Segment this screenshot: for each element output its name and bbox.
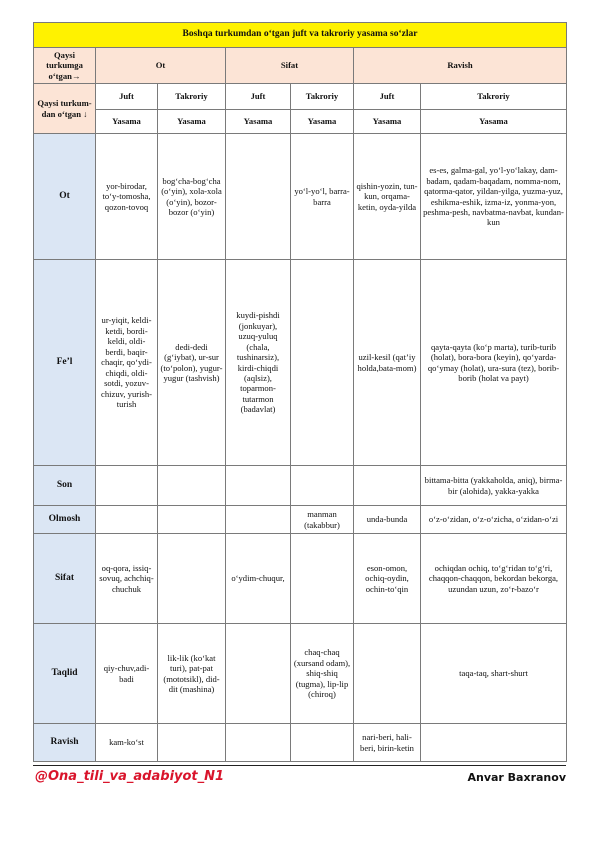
table-cell <box>226 624 291 724</box>
table-cell <box>291 466 354 506</box>
table-row <box>34 624 567 724</box>
row-label-son: Son <box>34 466 96 506</box>
group-header-ot: Ot <box>96 48 226 84</box>
table-cell: eson-omon, ochiq-oydin, ochin-to‘qin <box>354 534 421 624</box>
table-cell <box>291 260 354 466</box>
table-cell <box>226 466 291 506</box>
table-cell: es-es, galma-gal, yo‘l-yo‘lakay, dam-badam, qadam-baqadam, nomma-nom, qatorma-qator, yildan-yilga, yuzma-yuz, eshikma-eshik, izma-iz, yonma-yon, peshma-pesh, navbatma-navbat, kundan-kun <box>421 134 567 260</box>
type-header: Juft <box>96 84 158 110</box>
table-cell: kam-ko‘st <box>96 724 158 762</box>
table-cell: uzil-kesil (qat’iy holda,bata-mom) <box>354 260 421 466</box>
table-cell: lik-lik (ko‘kat turi), pat-pat (mototsikl), did-dit (mashina) <box>158 624 226 724</box>
row-label-olmosh: Olmosh <box>34 506 96 534</box>
table-cell: oq-qora, issiq-sovuq, achchiq-chuchuk <box>96 534 158 624</box>
yasama-header: Yasama <box>354 110 421 134</box>
table-row <box>34 466 567 506</box>
table-cell: o‘z-o‘zidan, o‘z-o‘zicha, o‘zidan-o‘zi <box>421 506 567 534</box>
type-header: Juft <box>354 84 421 110</box>
table-cell: o‘ydim-chuqur, <box>226 534 291 624</box>
type-header: Takroriy <box>158 84 226 110</box>
table-cell: taqa-taq, shart-shurt <box>421 624 567 724</box>
table-cell: yor-birodar, to‘y-tomosha, qozon-tovoq <box>96 134 158 260</box>
yasama-header: Yasama <box>291 110 354 134</box>
table-cell <box>158 466 226 506</box>
table-row <box>34 506 567 534</box>
row-label-sifat: Sifat <box>34 534 96 624</box>
table-cell: bog‘cha-bog‘cha (o‘yin), xola-xola (o‘yin), bozor-bozor (o‘yin) <box>158 134 226 260</box>
group-header-ravish: Ravish <box>354 48 567 84</box>
type-header: Juft <box>226 84 291 110</box>
footer-divider <box>33 765 566 766</box>
type-header: Takroriy <box>421 84 567 110</box>
table-cell: ur-yiqit, keldi-ketdi, bordi-keldi, oldi-berdi, baqir-chaqir, qo‘ydi-chiqdi, oldi-sotdi, yozuv-chizuv, yurish-turish <box>96 260 158 466</box>
yasama-header: Yasama <box>96 110 158 134</box>
table-cell <box>291 724 354 762</box>
yasama-header: Yasama <box>158 110 226 134</box>
table-title: Boshqa turkumdan o‘tgan juft va takroriy yasama so‘zlar <box>34 23 567 48</box>
table-cell <box>421 724 567 762</box>
word-table <box>33 22 567 762</box>
table-cell: chaq-chaq (xursand odam), shiq-shiq (tugma), lip-lip (chiroq) <box>291 624 354 724</box>
table-row <box>34 534 567 624</box>
table-cell <box>291 534 354 624</box>
page-footer <box>33 769 566 789</box>
table-cell <box>158 724 226 762</box>
table-cell: nari-beri, hali-beri, birin-ketin <box>354 724 421 762</box>
yasama-header: Yasama <box>421 110 567 134</box>
table-cell <box>158 506 226 534</box>
table-cell <box>226 134 291 260</box>
table-cell <box>96 506 158 534</box>
row-label-ravish: Ravish <box>34 724 96 762</box>
yasama-header: Yasama <box>226 110 291 134</box>
table-cell: kuydi-pishdi (jonkuyar), uzuq-yuluq (chala, tushinarsiz), kirdi-chiqdi (aqlsiz), toparmon-tutarmon (badavlat) <box>226 260 291 466</box>
group-header-sifat: Sifat <box>226 48 354 84</box>
table-cell <box>226 506 291 534</box>
author-name: Anvar Baxranov <box>467 771 566 784</box>
table-cell: unda-bunda <box>354 506 421 534</box>
table-row <box>34 134 567 260</box>
table-container <box>33 22 566 762</box>
table-row <box>34 724 567 762</box>
table-cell: yo‘l-yo‘l, barra-barra <box>291 134 354 260</box>
table-cell: dedi-dedi (g‘iybat), ur-sur (to‘polon), yugur-yugur (tashvish) <box>158 260 226 466</box>
row-label-ot: Ot <box>34 134 96 260</box>
type-header: Takroriy <box>291 84 354 110</box>
table-cell <box>96 466 158 506</box>
table-row <box>34 260 567 466</box>
channel-watermark: @Ona_tili_va_adabiyot_N1 <box>35 769 225 784</box>
corner-top-header: Qaysi turkumga o‘tgan→ <box>34 48 96 84</box>
corner-bottom-header: Qaysi turkum-dan o‘tgan ↓ <box>34 84 96 134</box>
row-label-taqlid: Taqlid <box>34 624 96 724</box>
table-cell: qayta-qayta (ko‘p marta), turib-turib (holat), bora-bora (keyin), qo‘yarda-qo‘ymay (holat), ura-sura (tez), borib-borib (holat va payt) <box>421 260 567 466</box>
table-cell: manman (takabbur) <box>291 506 354 534</box>
table-cell: ochiqdan ochiq, to‘g‘ridan to‘g‘ri, chaqqon-chaqqon, bekordan bekorga, uzundan uzun, zo‘r-bazo‘r <box>421 534 567 624</box>
table-cell: qiy-chuv,adi-badi <box>96 624 158 724</box>
table-cell <box>354 624 421 724</box>
table-cell <box>226 724 291 762</box>
table-cell: qishin-yozin, tun-kun, orqama-ketin, oyda-yilda <box>354 134 421 260</box>
table-cell: bittama-bitta (yakkaholda, aniq), birma-bir (alohida), yakka-yakka <box>421 466 567 506</box>
table-cell <box>354 466 421 506</box>
row-label-fel: Fe’l <box>34 260 96 466</box>
table-cell <box>158 534 226 624</box>
